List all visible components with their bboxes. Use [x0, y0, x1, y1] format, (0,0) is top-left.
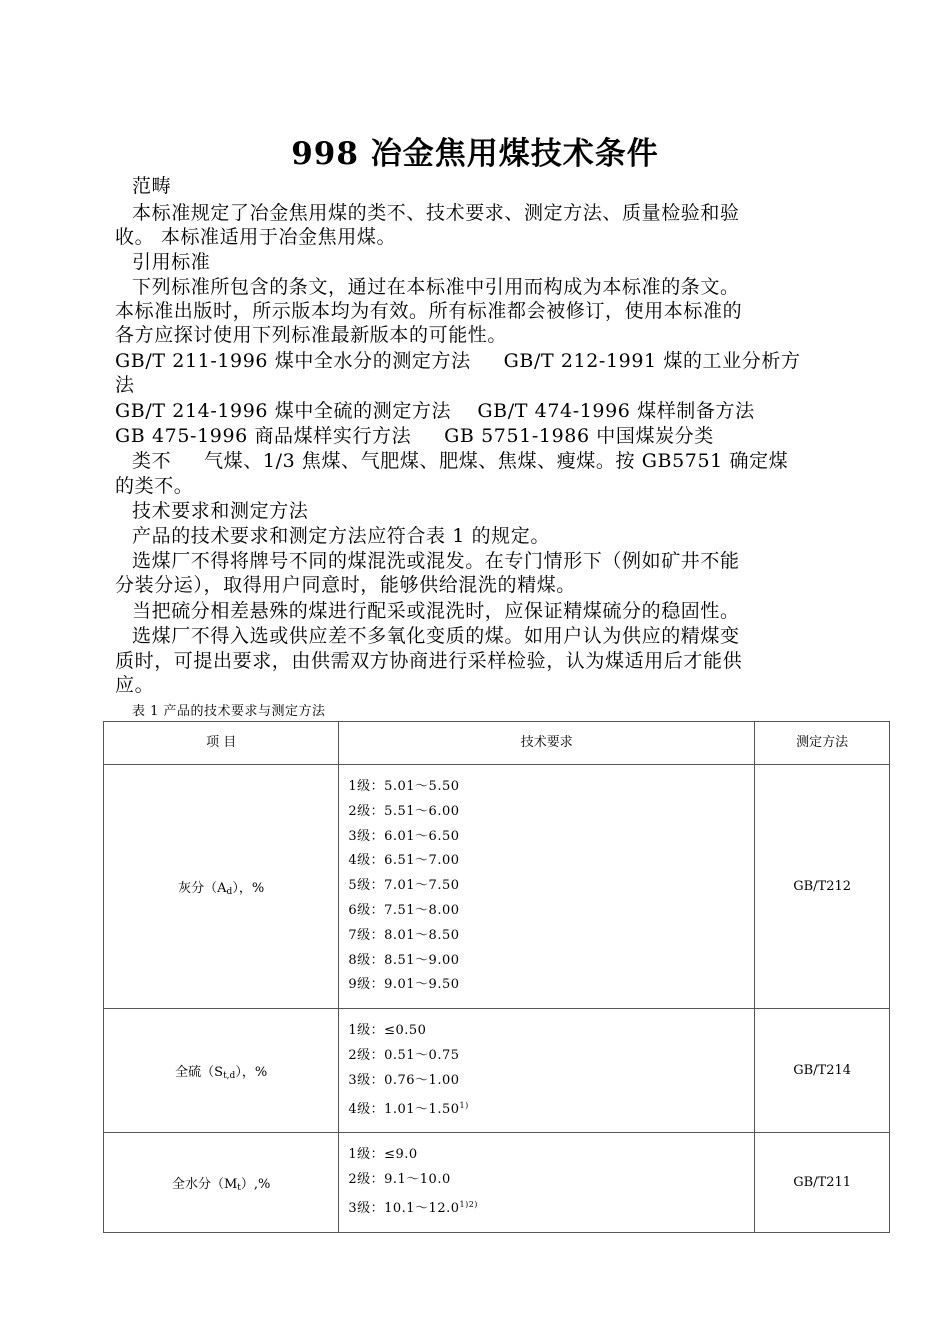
requirement-cell — [339, 765, 755, 1009]
grade-line: 1级：≤0.50 — [348, 1023, 427, 1039]
paragraph-line: 各方应探讨使用下列标准最新版本的可能性。 — [115, 324, 508, 346]
paragraph-line: 本标准规定了冶金焦用煤的类不、技术要求、测定方法、质量检验和验 — [132, 202, 740, 224]
paragraph-line: 类不 气煤、1/3 焦煤、气肥煤、肥煤、焦煤、瘦煤。按 GB5751 确定煤 — [132, 450, 789, 472]
footnote-marker: 1)2) — [459, 1199, 478, 1209]
paragraph-line: 本标准出版时，所示版本均为有效。所有标准都会被修订，使用本标准的 — [115, 300, 743, 322]
header-method: 测定方法 — [755, 722, 890, 765]
heading-requirements: 技术要求和测定方法 — [132, 500, 309, 522]
grade-line: 1级：≤9.0 — [348, 1147, 418, 1163]
reference-line: 法 — [115, 374, 135, 396]
paragraph-line: 产品的技术要求和测定方法应符合表 1 的规定。 — [132, 525, 550, 547]
grade-line: 3级：0.76～1.00 — [348, 1072, 460, 1088]
method-cell: GB/T214 — [755, 1009, 890, 1133]
method-cell: GB/T212 — [755, 765, 890, 1009]
grade-line: 3级：6.01～6.50 — [348, 828, 460, 844]
paragraph-line: 分装分运），取得用户同意时，能够供给混洗的精煤。 — [115, 574, 576, 596]
reference-line: GB/T 211-1996 煤中全水分的测定方法 GB/T 212-1991 煤的工业分析方 — [115, 350, 801, 372]
grade-line: 4级：6.51～7.00 — [348, 853, 460, 869]
item-cell: 灰分$(A_d)$，% — [104, 765, 339, 1009]
grade-line: 6级：7.51～8.00 — [348, 902, 460, 918]
table-caption: 表 1 产品的技术要求与测定方法 — [132, 704, 326, 719]
reference-line: GB/T 214-1996 煤中全硫的测定方法 GB/T 474-1996 煤样制备方法 — [115, 400, 755, 422]
document-title: 998 冶金焦用煤技术条件 — [291, 136, 659, 172]
requirement-cell — [339, 1133, 755, 1232]
grade-line: 9级：9.01～9.50 — [348, 977, 460, 993]
item-cell: 全水分$(M_t),\%$ — [104, 1133, 339, 1232]
paragraph-line: 应。 — [115, 674, 155, 696]
footnote-marker: 1) — [459, 1100, 469, 1110]
requirement-cell — [339, 1009, 755, 1133]
grade-line: 8级：8.51～9.00 — [348, 952, 460, 968]
paragraph-line: 当把硫分相差悬殊的煤进行配采或混洗时，应保证精煤硫分的稳固性。 — [132, 600, 740, 622]
table-header-row — [104, 722, 890, 765]
grade-line: 5级：7.01～7.50 — [348, 878, 460, 894]
grade-line: 2级：5.51～6.00 — [348, 803, 460, 819]
grade-line: 2级：0.51～0.75 — [348, 1047, 460, 1063]
reference-line: GB 475-1996 商品煤样实行方法 GB 5751-1986 中国煤炭分类 — [115, 425, 714, 447]
grade-line: 1级：5.01～5.50 — [348, 779, 460, 794]
paragraph-line: 的类不。 — [115, 475, 194, 497]
table-row — [104, 765, 890, 1009]
heading-scope: 范畴 — [132, 175, 172, 197]
heading-references: 引用标准 — [132, 251, 211, 273]
item-cell: 全硫$(S_{t,d})$，% — [104, 1009, 339, 1133]
table-row — [104, 1009, 890, 1133]
grade-line: 3级：$10.1\sim 12.0^{1)2)}$ — [348, 1199, 478, 1216]
paragraph-line: 质时，可提出要求，由供需双方协商进行采样检验，认为煤适用后才能供 — [115, 650, 743, 672]
spec-table — [103, 721, 890, 1233]
grade-line: 4级：1.01～1.50$^{1)}$ — [348, 1100, 469, 1117]
table-row — [104, 1133, 890, 1232]
paragraph-line: 选煤厂不得将牌号不同的煤混洗或混发。在专门情形下（例如矿井不能 — [132, 550, 740, 572]
paragraph-line: 下列标准所包含的条文，通过在本标准中引用而构成为本标准的条文。 — [132, 276, 740, 298]
method-cell: GB/T211 — [755, 1133, 890, 1232]
paragraph-line: 选煤厂不得入选或供应差不多氧化变质的煤。如用户认为供应的精煤变 — [132, 625, 740, 647]
paragraph-line: 收。 本标准适用于冶金焦用煤。 — [115, 226, 397, 248]
grade-line: 2级：9.1～10.0 — [348, 1172, 451, 1188]
header-requirement: 技术要求 — [339, 722, 755, 765]
header-item: 项 目 — [104, 722, 339, 765]
grade-line: 7级：8.01～8.50 — [348, 927, 460, 943]
